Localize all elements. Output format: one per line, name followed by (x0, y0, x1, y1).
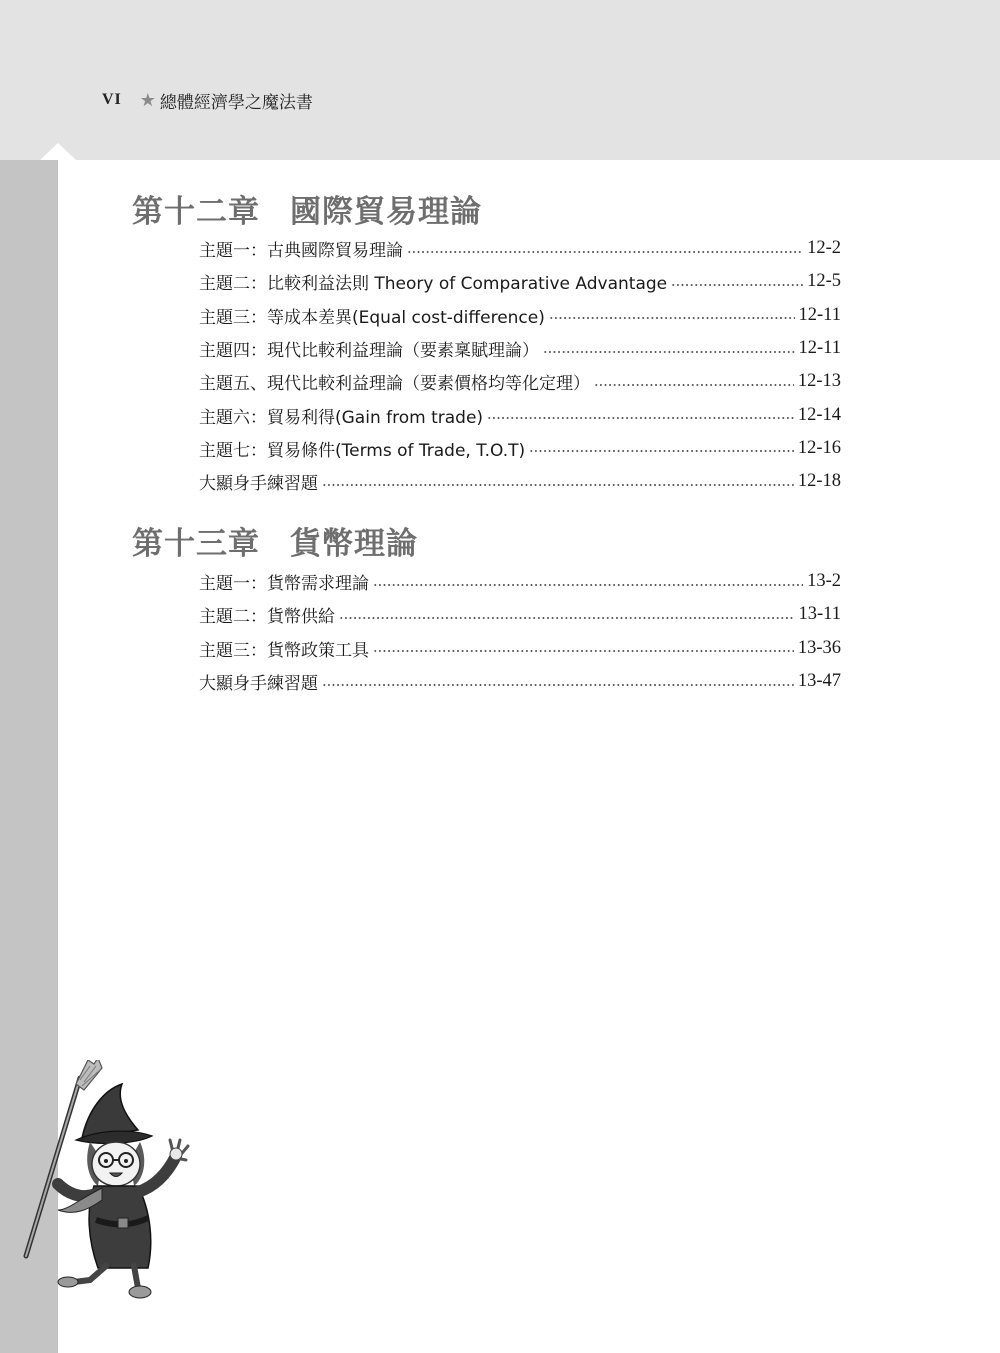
toc-entry-label: 主題三：等成本差異(Equal cost-difference) (199, 307, 545, 328)
header-band (0, 0, 1000, 160)
toc-entry-label: 主題六：貿易利得(Gain from trade) (199, 407, 484, 428)
toc-entry-page: 13-2 (807, 571, 841, 592)
corner-notch (40, 143, 76, 160)
chapter-number: 第十二章 (132, 194, 260, 230)
toc-entry-label: 大顯身手練習題 (199, 474, 318, 495)
toc-list (199, 232, 841, 498)
dot-leader (322, 484, 794, 486)
toc-entry-page: 12-13 (797, 371, 841, 392)
dot-leader (549, 317, 795, 319)
toc-entry[interactable] (199, 432, 841, 465)
chapter-title: 貨幣理論 (290, 526, 418, 562)
witch-mascot-icon (18, 1060, 203, 1300)
dot-leader (373, 584, 803, 586)
toc-entry-label: 主題三：貨幣政策工具 (199, 640, 369, 661)
dot-leader (671, 284, 803, 286)
toc-entry-page: 12-11 (798, 338, 841, 359)
toc-entry-page: 13-47 (797, 671, 841, 692)
running-head (102, 88, 313, 112)
toc-entry[interactable] (199, 332, 841, 365)
toc-entry-page: 12-14 (797, 404, 841, 425)
chapter-heading (132, 186, 482, 231)
toc-entry-label: 主題四：現代比較利益理論（要素稟賦理論） (199, 341, 539, 362)
toc-entry-label: 主題二：比較利益法則 Theory of Comparative Advantage (199, 274, 668, 295)
toc-entry-page: 12-2 (807, 238, 841, 259)
star-icon: ★ (139, 89, 156, 111)
toc-entry[interactable] (199, 565, 841, 598)
page-number: VI (102, 91, 122, 108)
book-title: 總體經濟學之魔法書 (159, 92, 313, 113)
toc-entry[interactable] (199, 365, 841, 398)
dot-leader (529, 450, 794, 452)
toc-entry-label: 主題七：貿易條件(Terms of Trade, T.O.T) (199, 440, 526, 461)
chapter-title: 國際貿易理論 (290, 194, 482, 230)
toc-entry-page: 12-11 (798, 304, 841, 325)
dot-leader (373, 650, 794, 652)
toc-entry-page: 13-36 (797, 637, 841, 658)
dot-leader (407, 251, 803, 253)
toc-entry[interactable] (199, 598, 841, 631)
toc-entry[interactable] (199, 299, 841, 332)
toc-entry-label: 主題二：貨幣供給 (199, 607, 335, 628)
dot-leader (487, 417, 794, 419)
toc-entry-page: 12-18 (797, 471, 841, 492)
toc-list (199, 565, 841, 698)
toc-entry[interactable] (199, 632, 841, 665)
dot-leader (339, 617, 795, 619)
toc-entry[interactable] (199, 398, 841, 431)
toc-entry-label: 主題一：古典國際貿易理論 (199, 241, 403, 262)
toc-entry-label: 主題一：貨幣需求理論 (199, 574, 369, 595)
dot-leader (594, 384, 794, 386)
toc-entry[interactable] (199, 265, 841, 298)
toc-entry-page: 12-5 (807, 271, 841, 292)
toc-entry-label: 主題五、現代比較利益理論（要素價格均等化定理） (199, 374, 590, 395)
toc-entry[interactable] (199, 232, 841, 265)
dot-leader (322, 684, 794, 686)
toc-entry-page: 13-11 (798, 604, 841, 625)
toc-entry-label: 大顯身手練習題 (199, 674, 318, 695)
toc-entry[interactable] (199, 465, 841, 498)
toc-entry-page: 12-16 (797, 437, 841, 458)
dot-leader (543, 351, 795, 353)
toc-entry[interactable] (199, 665, 841, 698)
chapter-heading (132, 518, 418, 563)
chapter-number: 第十三章 (132, 526, 260, 562)
